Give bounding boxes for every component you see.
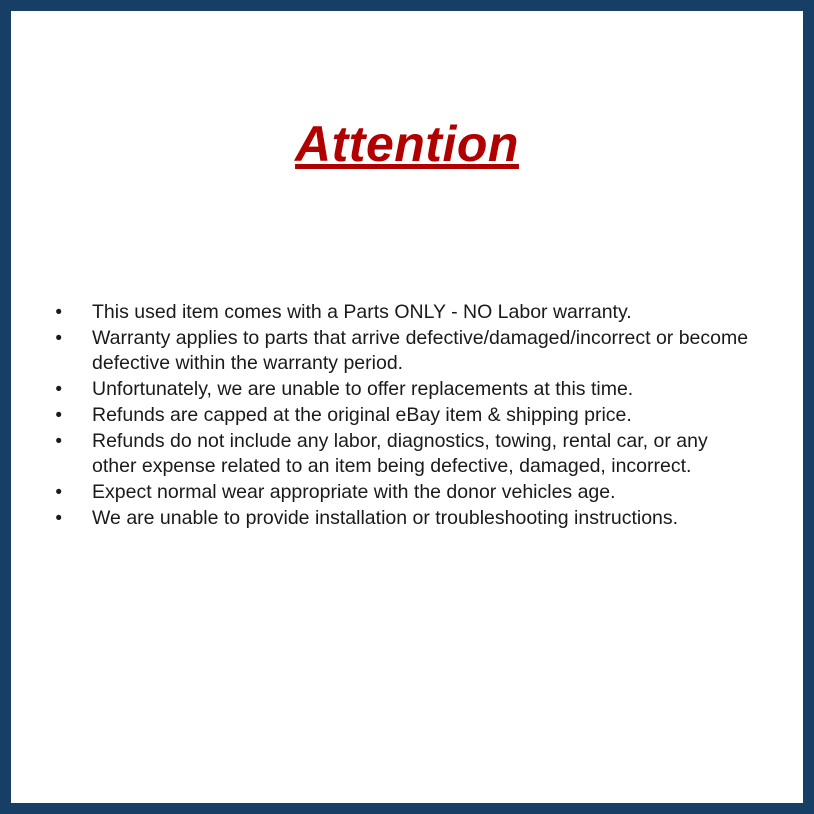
- bullet-icon: •: [55, 302, 62, 323]
- list-item-text: This used item comes with a Parts ONLY - NO Labor warranty.: [92, 301, 632, 323]
- list-item-text: Warranty applies to parts that arrive defective/damaged/incorrect or become defective within the warranty period.: [92, 327, 749, 374]
- bullet-icon: •: [55, 328, 62, 349]
- list-item-text: We are unable to provide installation or troubleshooting instructions.: [92, 507, 679, 529]
- list-item-text: Refunds are capped at the original eBay item & shipping price.: [92, 404, 632, 426]
- list-item: [14, 429, 800, 479]
- bullet-icon: •: [55, 431, 62, 452]
- list-item-text: Refunds do not include any labor, diagnostics, towing, rental car, or any other expense related to an item being defective, damaged, incorrect.: [92, 430, 708, 477]
- bullet-icon: •: [55, 379, 62, 400]
- page-title: Attention: [295, 116, 519, 172]
- list-item: [14, 300, 800, 325]
- list-item: [14, 326, 800, 376]
- list-item: [14, 506, 800, 531]
- bullet-icon: •: [55, 508, 62, 529]
- notice-inner: [11, 11, 803, 803]
- list-item: [14, 377, 800, 402]
- list-item: [14, 403, 800, 428]
- warranty-terms-list: [14, 300, 800, 532]
- bullet-icon: •: [55, 405, 62, 426]
- list-item-text: Expect normal wear appropriate with the donor vehicles age.: [92, 481, 616, 503]
- list-item: [14, 480, 800, 505]
- bullet-icon: •: [55, 482, 62, 503]
- list-item-text: Unfortunately, we are unable to offer replacements at this time.: [92, 378, 634, 400]
